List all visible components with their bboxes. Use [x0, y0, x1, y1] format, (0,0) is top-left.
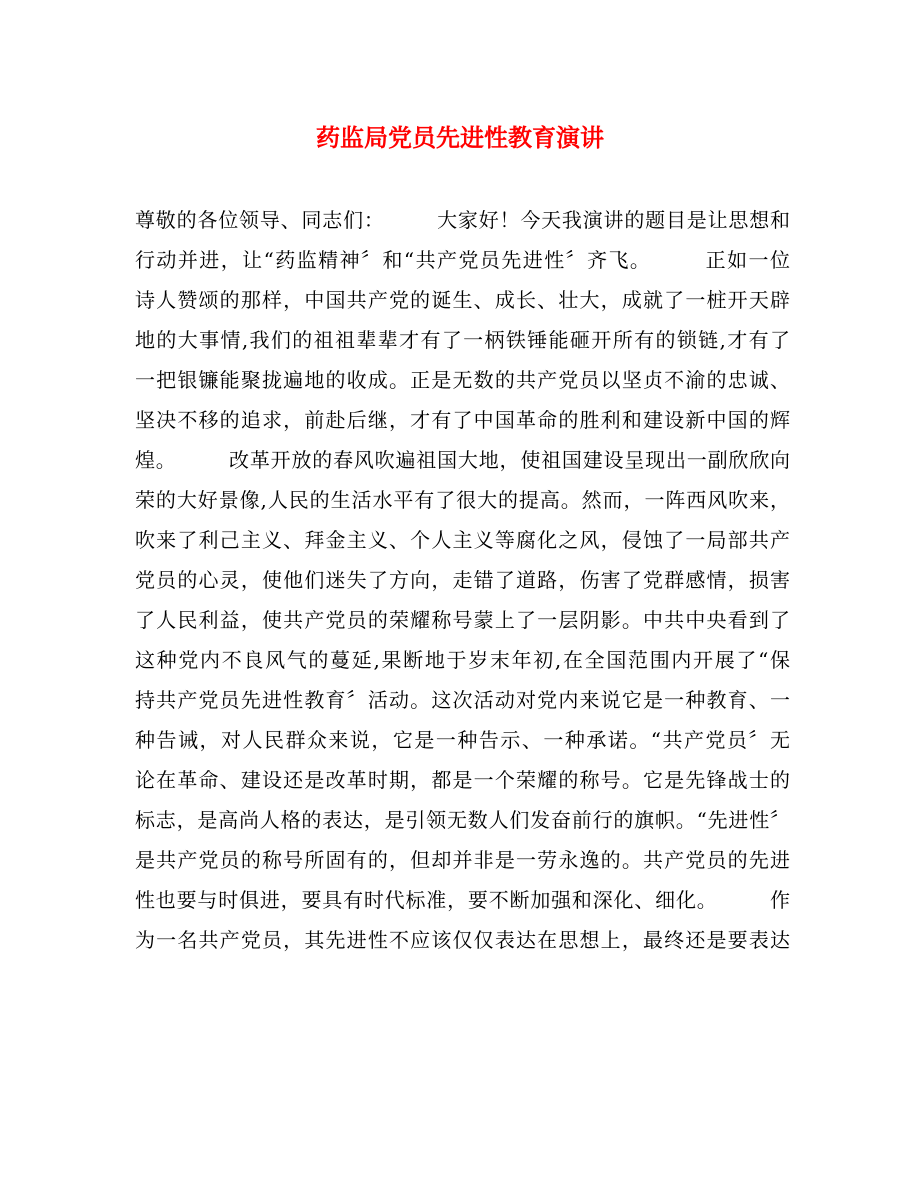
document-body	[135, 200, 790, 960]
body-line: 性也要与时俱进，要具有时代标准，要不断加强和深化、细化。 作	[135, 888, 790, 912]
body-line: 坚决不移的追求，前赴后继，才有了中国革命的胜利和建设新中国的辉	[135, 408, 790, 432]
body-line: 诗人赞颂的那样，中国共产党的诞生、成长、壮大，成就了一桩开天辟	[135, 288, 790, 312]
body-line: 煌。 改革开放的春风吹遍祖国大地，使祖国建设呈现出一副欣欣向	[135, 448, 790, 472]
body-line: 种告诫，对人民群众来说，它是一种告示、一种承诺。“共产党员〞无	[135, 728, 790, 752]
body-line: 了人民利益，使共产党员的荣耀称号蒙上了一层阴影。中共中央看到了	[135, 608, 790, 632]
body-line: 标志，是高尚人格的表达，是引领无数人们发奋前行的旗帜。“先进性〞	[135, 808, 790, 832]
body-line: 为一名共产党员，其先进性不应该仅仅表达在思想上，最终还是要表达	[135, 928, 790, 952]
document-title: 药监局党员先进性教育演讲	[316, 123, 604, 152]
body-line: 荣的大好景像,人民的生活水平有了很大的提高。然而，一阵西风吹来，	[135, 488, 790, 512]
body-line: 一把银镰能聚拢遍地的收成。正是无数的共产党员以坚贞不渝的忠诚、	[135, 368, 790, 392]
body-line: 持共产党员先进性教育〞活动。这次活动对党内来说它是一种教育、一	[135, 688, 790, 712]
body-line: 论在革命、建设还是改革时期，都是一个荣耀的称号。它是先锋战士的	[135, 768, 790, 792]
body-line: 党员的心灵，使他们迷失了方向，走错了道路，伤害了党群感情，损害	[135, 568, 790, 592]
body-line: 地的大事情,我们的祖祖辈辈才有了一柄铁锤能砸开所有的锁链,才有了	[135, 328, 790, 352]
body-line: 吹来了利己主义、拜金主义、个人主义等腐化之风，侵蚀了一局部共产	[135, 528, 790, 552]
body-line: 这种党内不良风气的蔓延,果断地于岁末年初,在全国范围内开展了“保	[135, 648, 790, 672]
body-line: 是共产党员的称号所固有的，但却并非是一劳永逸的。共产党员的先进	[135, 848, 790, 872]
body-line: 尊敬的各位领导、同志们： 大家好！今天我演讲的题目是让思想和	[135, 208, 790, 232]
body-line: 行动并进，让“药监精神〞和“共产党员先进性〞齐飞。 正如一位	[135, 248, 790, 272]
